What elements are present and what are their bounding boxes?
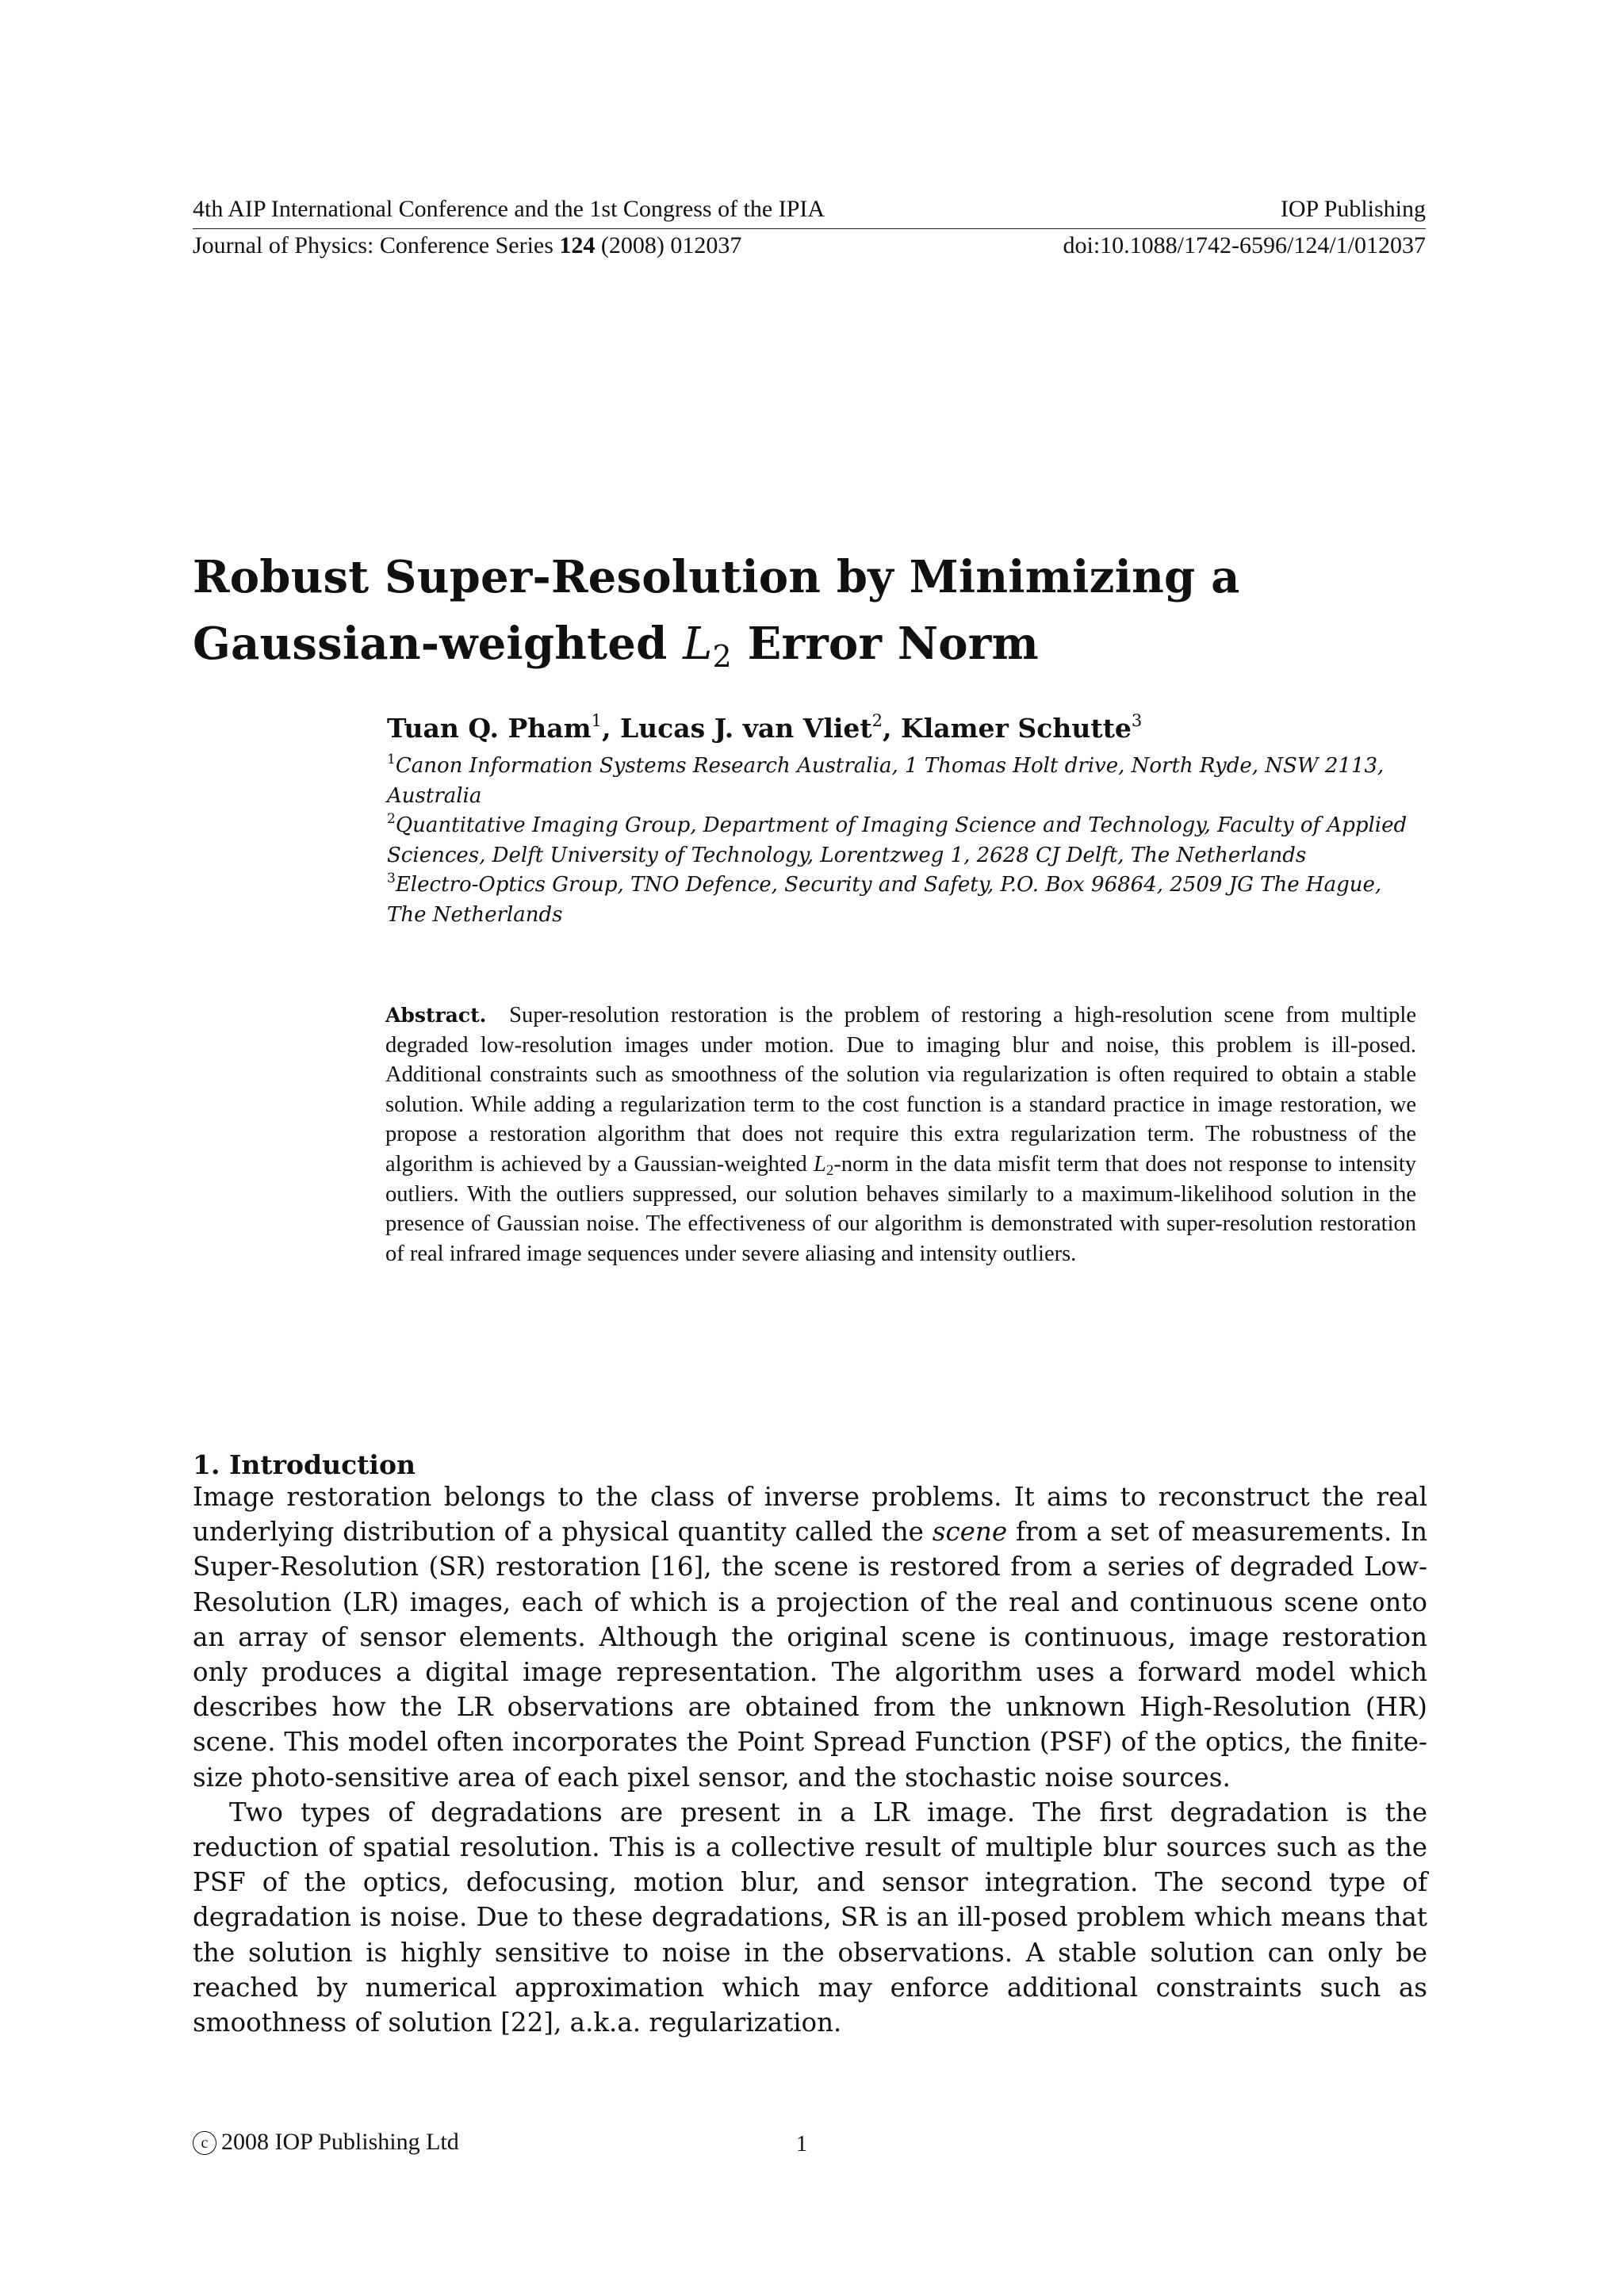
abstract-label: Abstract. <box>385 1004 487 1027</box>
abstract <box>385 1001 1416 1269</box>
running-header-line2 <box>193 232 1426 260</box>
copyright-text: 2008 IOP Publishing Ltd <box>221 2129 459 2155</box>
paper-title <box>193 544 1430 678</box>
abstract-math-sub: 2 <box>825 1161 834 1179</box>
author-affil-mark: 1 <box>591 711 602 730</box>
affiliation-text: Quantitative Imaging Group, Department of Imaging Science and Technology, Faculty of Applied Sciences, Delft University of Technology, Lorentzweg 1, 2628 CJ Delft, The Netherlands <box>387 813 1408 867</box>
doi: doi:10.1088/1742-6596/124/1/012037 <box>1063 232 1426 258</box>
author-name: Klamer Schutte <box>901 713 1132 744</box>
title-line2-prefix: Gaussian-weighted <box>193 618 684 670</box>
journal-reference <box>193 232 741 260</box>
paragraph-text: Image restoration belongs to the class of inverse problems. It aims to reconstruct the real underlying distribution of a physical quantity called the <box>193 1482 1427 1548</box>
author-list <box>387 712 1142 745</box>
title-line-2 <box>193 610 1430 678</box>
header-rule <box>193 228 1426 229</box>
title-line2-suffix: Error Norm <box>731 618 1039 670</box>
running-header-line1 <box>193 195 1426 224</box>
journal-year-article: (2008) 012037 <box>595 232 742 258</box>
author-affil-mark: 2 <box>871 711 883 730</box>
affiliation-text: Canon Information Systems Research Australia, 1 Thomas Holt drive, North Ryde, NSW 2113, Australia <box>387 754 1385 808</box>
copyright-icon: c <box>193 2131 216 2155</box>
affiliation-mark: 2 <box>387 811 396 827</box>
section-body <box>193 1479 1427 2040</box>
conference-name: 4th AIP International Conference and the 1st Congress of the IPIA <box>193 196 825 222</box>
title-math-sub: 2 <box>712 639 732 674</box>
paragraph-text: from a set of measurements. In Super-Resolution (SR) restoration [16], the scene is restored from a series of degraded Low-Resolution (LR) images, each of which is a projection of the real and continuous scene onto an array of sensor elements. Although the original scene is continuous, image restoration only produces a digital image representation. The algorithm uses a forward model which describes how the LR observations are obtained from the unknown High-Resolution (HR) scene. This model often incorporates the Point Spread Function (PSF) of the optics, the finite-size photo-sensitive area of each pixel sensor, and the stochastic noise sources. <box>193 1517 1428 1793</box>
affiliation <box>387 752 1418 811</box>
affiliation-text: Electro-Optics Group, TNO Defence, Security and Safety, P.O. Box 96864, 2509 JG The Hague, The Netherlands <box>387 873 1382 927</box>
affiliation-mark: 3 <box>387 871 396 886</box>
author-name: Tuan Q. Pham <box>387 713 592 744</box>
section-heading: 1. Introduction <box>193 1449 416 1480</box>
journal-volume: 124 <box>559 232 596 258</box>
page-number: 1 <box>796 2132 807 2156</box>
affiliation-list <box>387 752 1418 930</box>
abstract-math-var: L <box>813 1151 826 1177</box>
author-name: Lucas J. van Vliet <box>619 713 872 744</box>
author-affil-mark: 3 <box>1131 711 1143 730</box>
paragraph: Two types of degradations are present in a LR image. The first degradation is the reduction of spatial resolution. This is a collective result of multiple blur sources such as the PSF of the optics, defocusing, motion blur, and sensor integration. The second type of degradation is noise. Due to these degradations, SR is an ill-posed problem which means that the solution is highly sensitive to noise in the observations. A stable solution can only be reached by numerical approximation which may enforce additional constraints such as smoothness of solution [22], a.k.a. regularization. <box>193 1797 1427 2038</box>
title-line-1: Robust Super-Resolution by Minimizing a <box>193 551 1240 603</box>
affiliation <box>387 871 1418 930</box>
journal-name: Journal of Physics: Conference Series <box>193 232 560 258</box>
title-math-var: L <box>683 618 713 670</box>
abstract-text-part2: -norm in the data misfit term that does not response to intensity outliers. With the outliers suppressed, our solution behaves similarly to a maximum-likelihood solution in the presence of Gaussian noise. The effectiveness of our algorithm is demonstrated with super-resolution restoration of real infrared image sequences under severe aliasing and intensity outliers. <box>385 1151 1416 1266</box>
author-separator: , <box>883 713 902 744</box>
abstract-text-part1: Super-resolution restoration is the problem of restoring a high-resolution scene from multiple degraded low-resolution images under motion. Due to imaging blur and noise, this problem is ill-posed. Additional constraints such as smoothness of the solution via regularization is often required to obtain a stable solution. While adding a regularization term to the cost function is a standard practice in image restoration, we propose a restoration algorithm that does not require this extra regularization term. The robustness of the algorithm is achieved by a Gaussian-weighted <box>385 1003 1416 1177</box>
copyright-notice <box>193 2128 459 2156</box>
affiliation-mark: 1 <box>387 752 396 767</box>
emphasis: scene <box>932 1517 1008 1548</box>
author-separator: , <box>601 713 620 744</box>
publisher-name: IOP Publishing <box>1280 196 1426 222</box>
affiliation <box>387 811 1418 871</box>
paragraph <box>193 1479 1427 1795</box>
